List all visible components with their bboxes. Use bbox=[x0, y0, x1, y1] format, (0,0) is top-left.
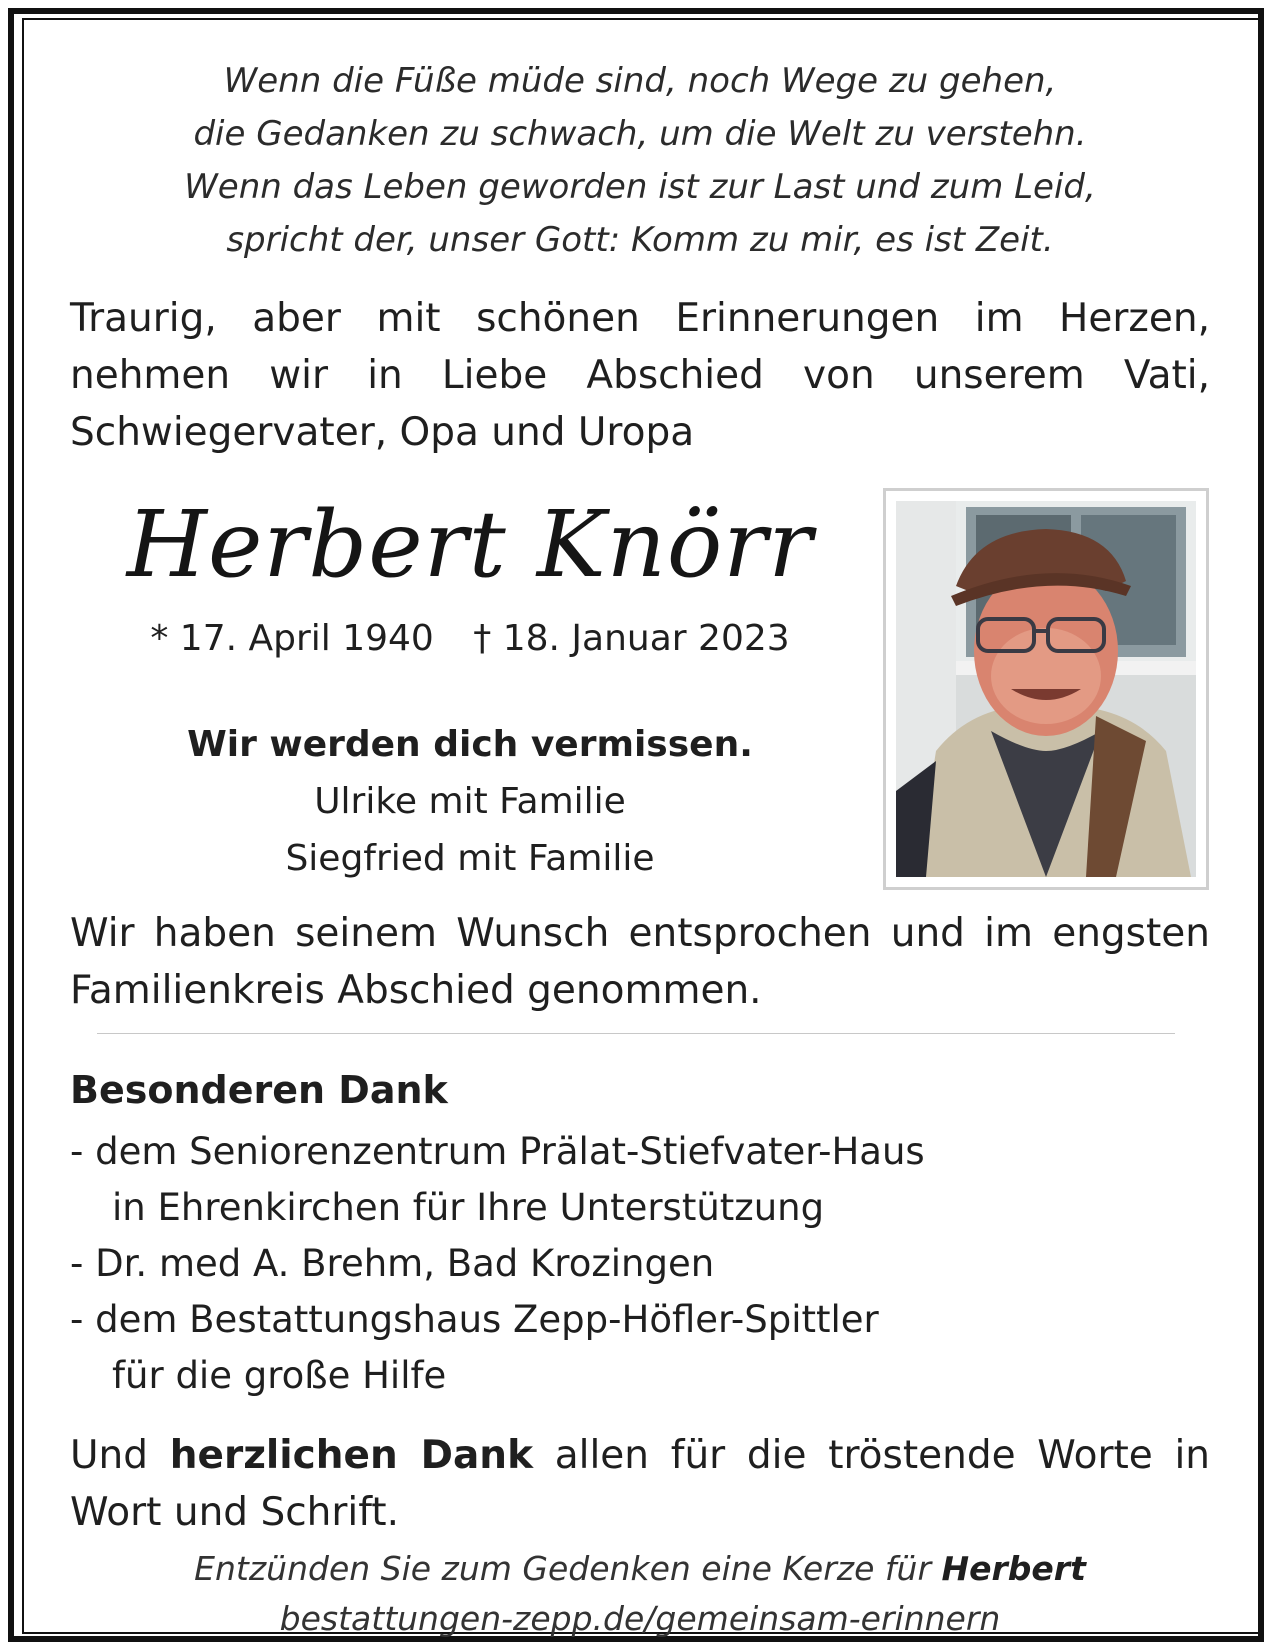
poem-line: die Gedanken zu schwach, um die Welt zu verstehn. bbox=[193, 114, 1087, 154]
thanks-line: - dem Seniorenzentrum Prälat-Stiefvater-Haus bbox=[70, 1130, 925, 1173]
thanks-line: - dem Bestattungshaus Zepp-Höfler-Spittler bbox=[70, 1298, 879, 1341]
family-block bbox=[110, 716, 830, 887]
portrait-photo bbox=[896, 501, 1196, 877]
candle-text: Entzünden Sie zum Gedenken eine Kerze für bbox=[194, 1549, 932, 1588]
intro-text: Traurig, aber mit schönen Erinnerungen im Herzen, nehmen wir in Liebe Abschied von unserem Vati, Schwiegervater, Opa und Uropa bbox=[70, 296, 1210, 455]
poem-line: Wenn die Füße müde sind, noch Wege zu gehen, bbox=[223, 61, 1057, 101]
thanks-line: - Dr. med A. Brehm, Bad Krozingen bbox=[70, 1242, 715, 1285]
closing-prefix: Und bbox=[70, 1433, 149, 1478]
death-date: † 18. Januar 2023 bbox=[473, 618, 790, 659]
closing-suffix: allen für die tröstende Worte in Wort und Schrift. bbox=[70, 1433, 1211, 1535]
portrait-frame bbox=[883, 488, 1209, 890]
closing-text bbox=[70, 1427, 1210, 1541]
candle-name: Herbert bbox=[941, 1549, 1086, 1588]
deceased-name: Herbert Knörr bbox=[126, 491, 814, 598]
birth-date: * 17. April 1940 bbox=[150, 618, 434, 659]
poem-line: spricht der, unser Gott: Komm zu mir, es ist Zeit. bbox=[226, 220, 1054, 260]
family-member: Siegfried mit Familie bbox=[285, 838, 655, 879]
poem-line: Wenn das Leben geworden ist zur Last und zum Leid, bbox=[184, 167, 1096, 207]
thanks-line: für die große Hilfe bbox=[112, 1354, 447, 1397]
candle-line bbox=[150, 1544, 1130, 1594]
memorial-url[interactable]: bestattungen-zepp.de/gemeinsam-erinnern bbox=[279, 1599, 1001, 1638]
wish-text: Wir haben seinem Wunsch entsprochen und im engsten Familienkreis Abschied genommen. bbox=[70, 911, 1210, 1013]
poem bbox=[60, 55, 1220, 267]
closing-bold: herzlichen Dank bbox=[169, 1433, 534, 1478]
thanks-line: in Ehrenkirchen für Ihre Unterstützung bbox=[112, 1186, 825, 1229]
family-member: Ulrike mit Familie bbox=[314, 781, 626, 822]
footer bbox=[150, 1544, 1130, 1644]
divider bbox=[97, 1033, 1175, 1034]
thanks-list bbox=[70, 1124, 1170, 1404]
life-dates bbox=[100, 615, 840, 663]
thanks-heading: Besonderen Dank bbox=[70, 1068, 448, 1112]
family-heading: Wir werden dich vermissen. bbox=[187, 724, 753, 765]
